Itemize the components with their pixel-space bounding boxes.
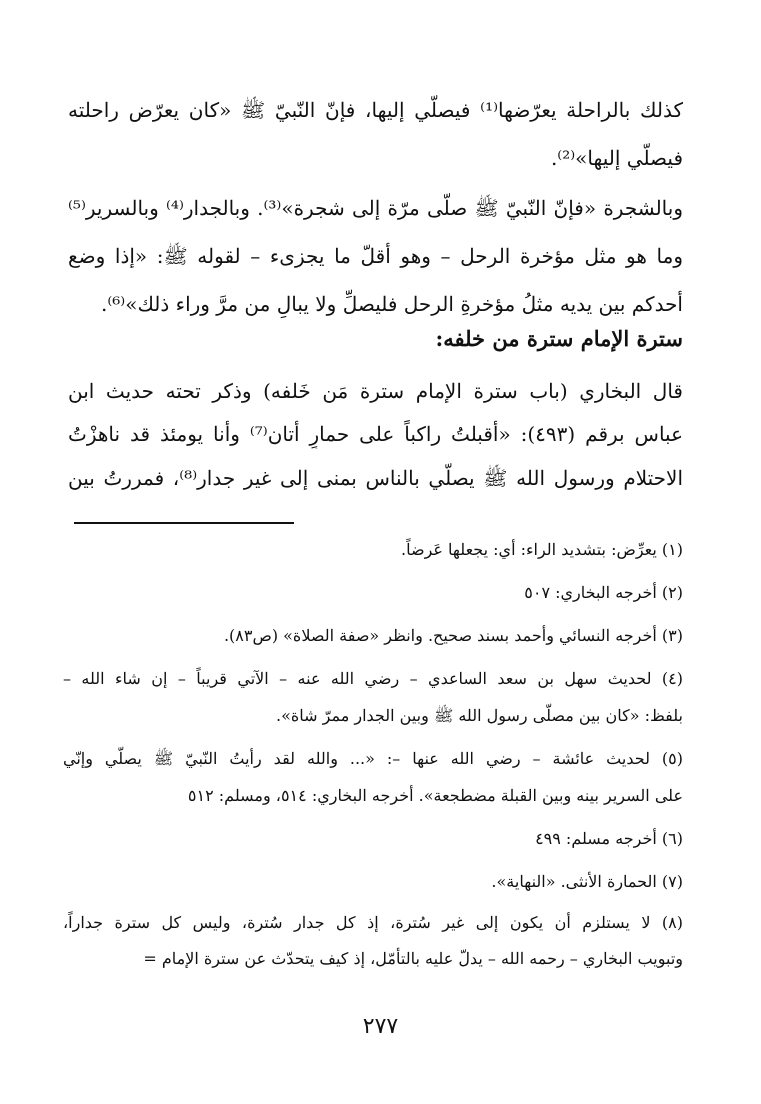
section-heading: سترة الإمام سترة من خلفه: [435, 326, 683, 351]
footnote-line: (٧) الحمارة الأنثى. «النهاية». [491, 872, 683, 891]
footnote-line: بلفظ: «كان بين مصلّى رسول الله ﷺ وبين الجدار ممرّ شاة». [276, 706, 683, 725]
footnote-line: على السرير بينه وبين القبلة مضطجعة». أخرجه البخاري: ٥١٤، ومسلم: ٥١٢ [187, 786, 683, 805]
footnote-line: (١) يعرِّض: بتشديد الراء: أي: يجعلها عَرضاً. [401, 540, 683, 559]
footnote-line: (٤) لحديث سهل بن سعد الساعدي – رضي الله عنه – الآتي قريباً – إن شاء الله – [63, 669, 683, 688]
footnote-line: وتبويب البخاري – رحمه الله – يدلّ عليه بالتأمّل، إذ كيف يتحدّث عن سترة الإمام = [143, 949, 683, 968]
body-line: وبالشجرة «فإنّ النّبيّ ﷺ صلّى مرّة إلى شجرة»⁽³⁾. وبالجدار⁽⁴⁾ وبالسرير⁽⁵⁾ [68, 196, 683, 220]
body-line: الاحتلام ورسول الله ﷺ يصلّي بالناس بمنى إلى غير جدار⁽⁸⁾، فمررتُ بين [68, 466, 683, 490]
footnote-separator [74, 522, 294, 524]
footnote-line: (٦) أخرجه مسلم: ٤٩٩ [535, 829, 683, 848]
body-line: أحدكم بين يديه مثلُ مؤخرةِ الرحل فليصلِّ ولا يبالِ من مرَّ وراء ذلك»⁽⁶⁾. [100, 292, 683, 316]
footnote-line: (٣) أخرجه النسائي وأحمد بسند صحيح. وانظر «صفة الصلاة» (ص٨٣). [223, 626, 683, 645]
body-line: كذلك بالراحلة يعرّضها⁽¹⁾ فيصلّي إليها، فإنّ النّبيّ ﷺ «كان يعرّض راحلته [68, 98, 683, 122]
body-line: عباس برقم (٤٩٣): «أقبلتُ راكباً على حمارٍ أتان⁽⁷⁾ وأنا يومئذ قد ناهزْتُ [68, 422, 683, 446]
body-line: وما هو مثل مؤخرة الرحل – وهو أقلّ ما يجزىء – لقوله ﷺ: «إذا وضع [68, 244, 683, 268]
body-line: فيصلّي إليها»⁽²⁾. [550, 146, 683, 170]
footnote-line: (٢) أخرجه البخاري: ٥٠٧ [524, 583, 683, 602]
page-number: ٢٧٧ [362, 1014, 399, 1039]
footnote-line: (٥) لحديث عائشة – رضي الله عنها –: «... والله لقد رأيتُ النّبيّ ﷺ يصلّي وإنّي [63, 749, 683, 768]
body-line: قال البخاري (باب سترة الإمام سترة مَن خَلفه) وذكر تحته حديث ابن [68, 379, 683, 403]
footnote-line: (٨) لا يستلزم أن يكون إلى غير سُترة، إذ كل جدار سُترة، وليس كل سترة جداراً، [63, 913, 683, 932]
